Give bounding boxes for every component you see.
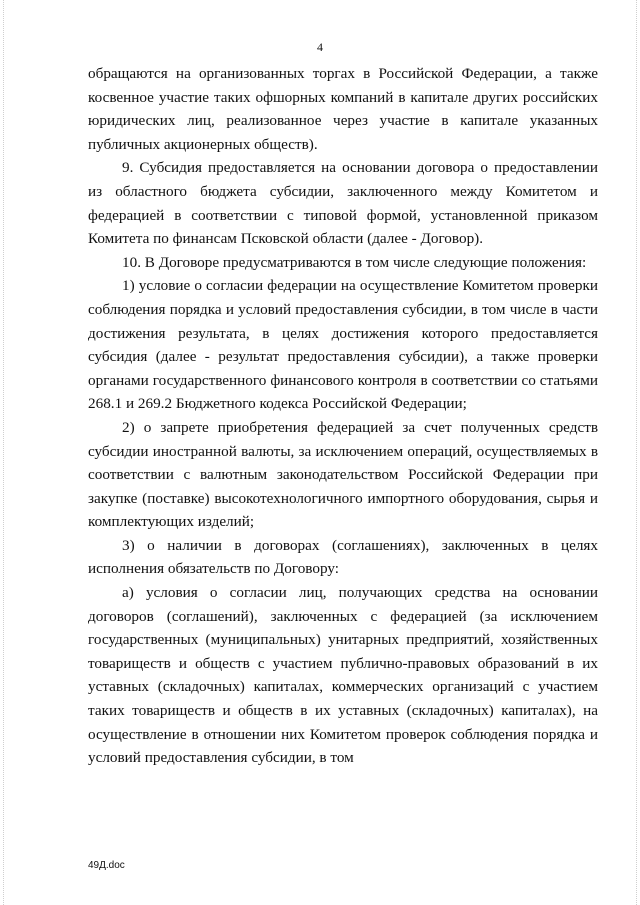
paragraph-5: 2) о запрете приобретения федерацией за счет полученных средств субсидии иностранной валюты, за исключением операций, осуществляемых в соответствии с валютным законодательством Российской Федерации при закупке (поставке) высокотехнологичного импортного оборудования, сырья и комплектующих изделий; <box>88 418 598 531</box>
paragraph-1: обращаются на организованных торгах в Российской Федерации, а также косвенное участие таких офшорных компаний в капитале других российских юридических лиц, реализованное через участие в капитале указанных публичных акционерных обществ). <box>88 65 598 153</box>
file-name-footer: 49Д.doc <box>88 860 125 871</box>
paragraph-2: 9. Субсидия предоставляется на основании договора о предоставлении из областного бюджета субсидии, заключенного между Комитетом и федерацией в соответствии с типовой формой, установленной приказом Комитета по финансам Псковской области (далее - Договор). <box>88 159 598 248</box>
paragraph-6: 3) о наличии в договорах (соглашениях), заключенных в целях исполнения обязательств по Договору: <box>88 536 598 578</box>
paragraph-4: 1) условие о согласии федерации на осуществление Комитетом проверки соблюдения порядка и условий предоставления субсидии, в том числе в части достижения результата, в целях достижения которого предоставляется субсидия (далее - результат предоставления субсидии), а также проверки органами государственного финансового контроля в соответствии со статьями 268.1 и 269.2 Бюджетного кодекса Российской Федерации; <box>88 277 598 413</box>
page-right-edge <box>636 0 637 905</box>
page-left-edge <box>3 0 4 905</box>
paragraph-3: 10. В Договоре предусматриваются в том числе следующие положения: <box>122 253 587 271</box>
document-body <box>88 62 598 770</box>
paragraph-7: а) условия о согласии лиц, получающих средства на основании договоров (соглашений), заключенных с федерацией (за исключением государственных (муниципальных) унитарных предприятий, хозяйственных товариществ и обществ с участием публично-правовых образований в их уставных (складочных) капиталах, коммерческих организаций с участием таких товариществ и обществ в их уставных (складочных) капиталах), на осуществление в отношении них Комитетом проверок соблюдения порядка и условий предоставления субсидии, в том <box>88 584 598 767</box>
page-number: 4 <box>317 40 323 54</box>
